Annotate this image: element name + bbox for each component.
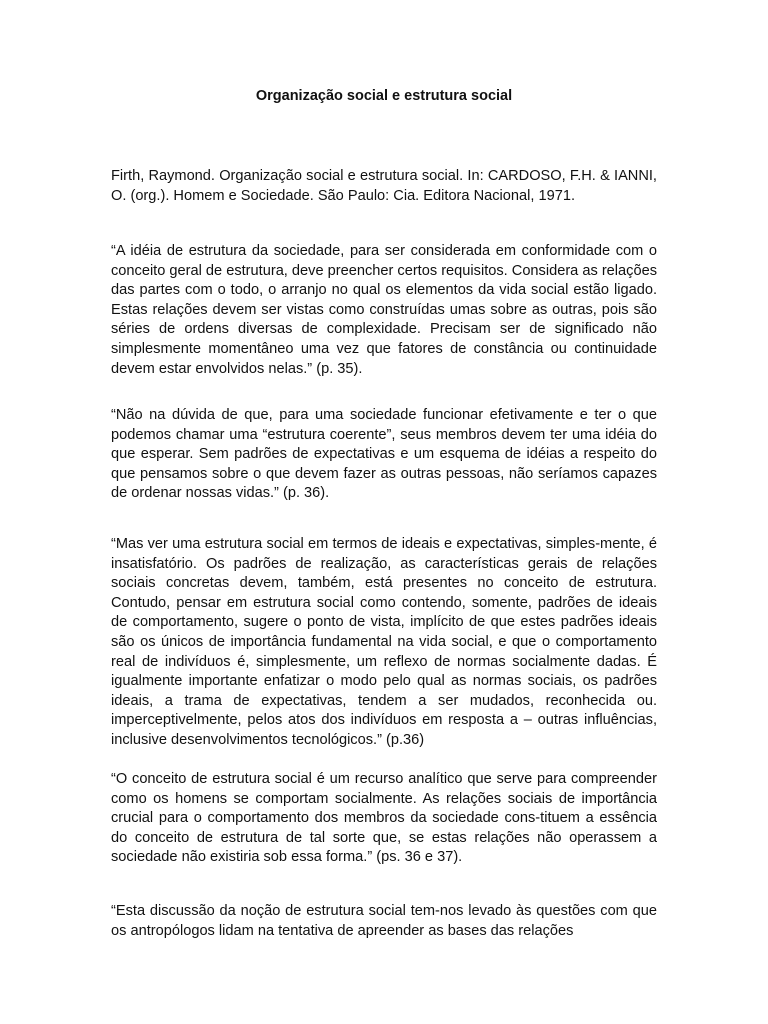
quote-paragraph: “A idéia de estrutura da sociedade, para ser considerada em conformidade com o conceito geral de estrutura, deve preencher certos requisitos. Considera as relações das partes com o todo, o arranjo no qual os elementos da vida social estão ligado. Estas relações devem ser vistas como construídas umas sobre as outras, pois são séries de ordens diversas de complexidade. Precisam ser de significado não simplesmente momentâneo uma vez que fatores de constância ou continuidade devem estar envolvidos nelas.” (p. 35). [111,243,657,377]
bibliographic-reference: Firth, Raymond. Organização social e estrutura social. In: CARDOSO, F.H. & IANNI, O. (org.). Homem e Sociedade. São Paulo: Cia. Editora Nacional, 1971. [111,168,657,204]
quote-paragraph: “Não na dúvida de que, para uma sociedade funcionar efetivamente e ter o que podemos chamar uma “estrutura coerente”, seus membros devem ter uma idéia do que esperar. Sem padrões de expectativas e um esquema de idéias a respeito do que pensamos sobre o que devem fazer as outras pessoas, não seríamos capazes de ordenar nossas vidas.” (p. 36). [111,407,657,502]
document-title: Organização social e estrutura social [255,88,513,104]
quote-paragraph: “Esta discussão da noção de estrutura social tem-nos levado às questões com que os antropólogos lidam na tentativa de apreender as bases das relações [111,903,657,939]
quote-paragraph: “Mas ver uma estrutura social em termos de ideais e expectativas, simples-mente, é insatisfatório. Os padrões de realização, as características gerais de relações sociais concretas devem, também, está presentes no conceito de estrutura. Contudo, pensar em estrutura social como contendo, somente, padrões de ideais de comportamento, sugere o ponto de vista, implícito de que estes padrões ideais são os únicos de importância fundamental na vida social, e que o comportamento real de indivíduos é, simplesmente, um reflexo de normas socialmente dadas. É igualmente importante enfatizar o modo pelo qual as normas sociais, os padrões ideais, a trama de expectativas, tendem a ser mudados, reconhecida ou. imperceptivelmente, pelos atos dos indivíduos em resposta a – outras influências, inclusive desenvolvimentos tecnológicos.” (p.36) [111,536,657,748]
quote-paragraph: “O conceito de estrutura social é um recurso analítico que serve para compreender como os homens se comportam socialmente. As relações sociais de importância crucial para o comportamento dos membros da sociedade cons-tituem a essência do conceito de estrutura de tal sorte que, se estas relações não operassem a sociedade não existiria sob essa forma.” (ps. 36 e 37). [111,771,657,866]
